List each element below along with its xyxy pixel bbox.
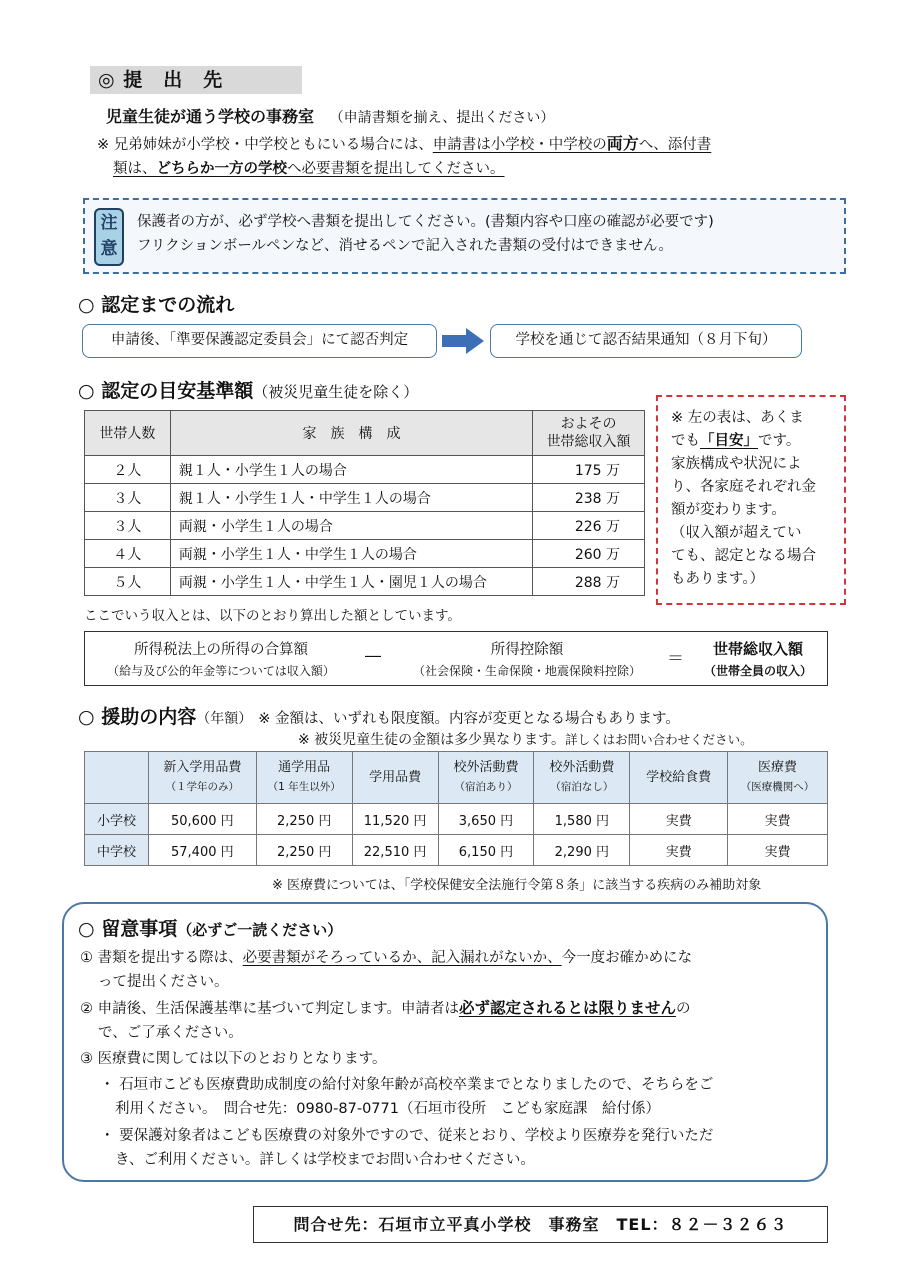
aid-cell: 2,290 円 xyxy=(534,835,630,866)
aid-col-sub: （宿泊あり） xyxy=(454,781,518,793)
formula-term-2-sub: （社会保険・生命保険・地震保険料控除） xyxy=(412,664,641,678)
cell-household: ４人 xyxy=(85,540,171,568)
aid-note-2a: ※ 被災児童生徒の金額は多少異なります。 xyxy=(298,732,566,748)
criteria-subtitle: （被災児童生徒を除く） xyxy=(253,383,419,401)
aid-note-1: ※ 金額は、いずれも限度額。内容が変更となる場合もあります。 xyxy=(258,711,680,727)
cell-household: ５人 xyxy=(85,568,171,596)
side-line: ても、認定となる場合 xyxy=(671,548,816,564)
aid-cell: 22,510 円 xyxy=(352,835,438,866)
side-line: 家族構成や状況によ xyxy=(671,456,802,472)
caution-text: ・ 要保護対象者はこども医療費の対象外ですので、従来とおり、学校より医療券を発行いただ xyxy=(100,1128,714,1144)
aid-col xyxy=(728,752,828,804)
notice-lines xyxy=(137,210,714,258)
formula-term-1-main: 所得税法上の所得の合算額 xyxy=(134,642,308,658)
cell-income: 175 万 xyxy=(533,456,645,484)
formula-result-sub: （世帯全員の収入） xyxy=(703,664,812,678)
cell-income: 288 万 xyxy=(533,568,645,596)
formula-term-1-sub: （給与及び公的年金等については収入額） xyxy=(107,664,335,678)
col-income-2: 世帯総収入額 xyxy=(546,434,631,450)
cell-household: ２人 xyxy=(85,456,171,484)
aid-heading xyxy=(78,702,680,729)
caution-item-2 xyxy=(80,996,690,1045)
side-line: （収入額が超えてい xyxy=(671,525,802,541)
cell-income: 260 万 xyxy=(533,540,645,568)
table-row xyxy=(85,568,645,596)
office-note: （申請書類を揃え、提出ください） xyxy=(329,110,555,126)
aid-cell: 6,150 円 xyxy=(438,835,534,866)
caution-bullet-1 xyxy=(100,1073,713,1121)
notice-tag-1: 注 xyxy=(100,213,118,233)
office-name: 児童生徒が通う学校の事務室 xyxy=(106,107,315,126)
note-underline4: へ必要書類を提出してください。 xyxy=(287,161,505,177)
table-row xyxy=(85,512,645,540)
table-row xyxy=(85,456,645,484)
cell-income: 226 万 xyxy=(533,512,645,540)
aid-col xyxy=(352,752,438,804)
caution-heading xyxy=(78,914,342,941)
aid-col-main: 校外活動費 xyxy=(549,760,615,775)
aid-cell: 2,250 円 xyxy=(256,835,352,866)
aid-cell: 実費 xyxy=(630,835,728,866)
col-income-1: およその xyxy=(560,416,617,432)
cell-income: 238 万 xyxy=(533,484,645,512)
side-text: です。 xyxy=(758,433,801,449)
col-family: 家 族 構 成 xyxy=(170,411,532,456)
table-row xyxy=(85,835,828,866)
cell-family: 両親・小学生１人・中学生１人・園児１人の場合 xyxy=(170,568,532,596)
caution-text: き、ご利用ください。詳しくは学校までお問い合わせください。 xyxy=(115,1152,535,1168)
caution-emph: 必ず認定されるとは限りません xyxy=(458,999,676,1017)
side-line: ※ 左の表は、あくま xyxy=(671,410,804,426)
side-emph: 「目安」 xyxy=(700,433,758,449)
aid-cell: 実費 xyxy=(630,804,728,835)
flow-step-2: 学校を通じて認否結果通知（８月下旬） xyxy=(490,324,802,358)
aid-cell: 57,400 円 xyxy=(148,835,256,866)
aid-table xyxy=(84,751,828,866)
aid-col-sub: （宿泊なし） xyxy=(550,781,614,793)
table-row xyxy=(85,484,645,512)
note-both: 両方 xyxy=(606,134,639,153)
aid-col-main: 学校給食費 xyxy=(646,770,712,785)
aid-title: ○ 援助の内容 xyxy=(78,706,197,728)
aid-col-sub: （１学年のみ） xyxy=(165,781,240,793)
formula-term-2-main: 所得控除額 xyxy=(490,642,564,658)
caution-text: で、ご了承ください。 xyxy=(98,1025,243,1041)
side-line: もあります。） xyxy=(671,571,765,587)
income-definition: ここでいう収入とは、以下のとおり算出した額としています。 xyxy=(84,608,461,624)
caution-item-3: ③ 医療費に関しては以下のとおりとなります。 xyxy=(80,1051,387,1067)
note-mark: ※ xyxy=(97,137,114,153)
flow-heading: ○ 認定までの流れ xyxy=(78,294,235,316)
aid-cell: 1,580 円 xyxy=(534,804,630,835)
aid-corner xyxy=(85,752,149,804)
contact-box: 問合せ先：石垣市立平真小学校 事務室 TEL：８２－３２６３ xyxy=(253,1206,828,1243)
note-text: 兄弟姉妹が小学校・中学校ともにいる場合には、 xyxy=(113,137,433,153)
cell-household: ３人 xyxy=(85,484,171,512)
aid-col-main: 医療費 xyxy=(758,760,798,775)
aid-subtitle: （年額） xyxy=(196,711,253,727)
col-household: 世帯人数 xyxy=(85,411,171,456)
criteria-heading xyxy=(78,376,418,403)
aid-col-main: 通学用品 xyxy=(278,760,331,775)
aid-note-2 xyxy=(298,729,753,749)
cell-household: ３人 xyxy=(85,512,171,540)
aid-note-2b: 詳しくはお問い合わせください。 xyxy=(565,732,753,747)
side-line: 額が変わります。 xyxy=(671,502,786,518)
notice-line-1: 保護者の方が、必ず学校へ書類を提出してください。(書類内容や口座の確認が必要です) xyxy=(137,214,714,230)
aid-col xyxy=(534,752,630,804)
arrow-right-icon xyxy=(442,328,484,354)
criteria-title: ○ 認定の目安基準額 xyxy=(78,380,254,402)
note-underline2: へ、添付書 xyxy=(638,137,712,153)
guideline-note-box xyxy=(656,395,846,605)
note-underline3: 類は、 xyxy=(113,161,157,177)
aid-col xyxy=(148,752,256,804)
cell-family: 親１人・小学生１人の場合 xyxy=(170,456,532,484)
caution-text: って提出ください。 xyxy=(98,974,229,990)
aid-cell: 実費 xyxy=(728,835,828,866)
submit-office xyxy=(106,104,554,127)
caution-subtitle: （必ずご一読ください） xyxy=(177,921,343,939)
aid-cell: 3,650 円 xyxy=(438,804,534,835)
aid-cell: 2,250 円 xyxy=(256,804,352,835)
aid-cell: 11,520 円 xyxy=(352,804,438,835)
caution-text: ② 申請後、生活保護基準に基づいて判定します。申請者は xyxy=(80,1001,459,1017)
aid-footnote: ※ 医療費については、「学校保健安全法施行令第８条」に該当する疾病のみ補助対象 xyxy=(272,878,762,893)
aid-col xyxy=(630,752,728,804)
formula-result xyxy=(689,638,827,679)
submit-heading: ◎ 提 出 先 xyxy=(90,66,302,94)
formula-result-main: 世帯総収入額 xyxy=(712,640,803,658)
table-row xyxy=(85,804,828,835)
caution-text: 今一度お確かめにな xyxy=(561,950,693,966)
side-line xyxy=(671,430,832,453)
formula-term-2 xyxy=(389,638,665,679)
table-row xyxy=(85,540,645,568)
side-text: でも xyxy=(671,433,700,449)
formula-minus: ― xyxy=(365,646,381,665)
col-income xyxy=(533,411,645,456)
aid-col xyxy=(256,752,352,804)
flow-step-1: 申請後、「準要保護認定委員会」にて認否判定 xyxy=(82,324,437,358)
note-underline: 申請書は小学校・中学校の xyxy=(432,137,607,153)
row-label: 中学校 xyxy=(85,835,149,866)
aid-col-main: 校外活動費 xyxy=(453,760,519,775)
notice-box xyxy=(83,198,846,274)
caution-bullet-2 xyxy=(100,1124,713,1172)
aid-col-sub: （医療機関へ） xyxy=(740,781,815,793)
aid-col-main: 学用品費 xyxy=(369,770,422,785)
row-label: 小学校 xyxy=(85,804,149,835)
notice-tag xyxy=(94,208,124,266)
notice-line-2: フリクションボールペンなど、消せるペンで記入された書類の受付はできません。 xyxy=(137,238,673,254)
note-either: どちらか一方の学校 xyxy=(156,161,287,177)
formula-equals: ＝ xyxy=(667,649,684,669)
income-formula xyxy=(84,631,828,686)
notice-tag-2: 意 xyxy=(100,239,118,259)
aid-col-main: 新入学用品費 xyxy=(163,760,242,775)
criteria-table xyxy=(84,410,645,596)
caution-underline: 必要書類がそろっているか、記入漏れがないか、 xyxy=(242,950,562,966)
sibling-note xyxy=(97,132,711,181)
aid-cell: 50,600 円 xyxy=(148,804,256,835)
cell-family: 両親・小学生１人・中学生１人の場合 xyxy=(170,540,532,568)
caution-text: ・ 石垣市こども医療費助成制度の給付対象年齢が高校卒業までとなりましたので、そちらをご xyxy=(100,1077,714,1093)
cell-family: 親１人・小学生１人・中学生１人の場合 xyxy=(170,484,532,512)
aid-col-sub: （1 年生以外） xyxy=(267,781,341,793)
formula-term-1 xyxy=(85,638,357,679)
caution-text: 利用ください。 問合せ先：0980-87-0771（石垣市役所 こども家庭課 給付係） xyxy=(115,1101,660,1117)
aid-col xyxy=(438,752,534,804)
caution-text: の xyxy=(675,1001,691,1017)
side-line: り、各家庭それぞれ金 xyxy=(671,479,816,495)
caution-title: ○ 留意事項 xyxy=(78,918,178,940)
caution-text: ① 書類を提出する際は、 xyxy=(80,950,243,966)
aid-cell: 実費 xyxy=(728,804,828,835)
caution-item-1 xyxy=(80,946,692,994)
cell-family: 両親・小学生１人の場合 xyxy=(170,512,532,540)
